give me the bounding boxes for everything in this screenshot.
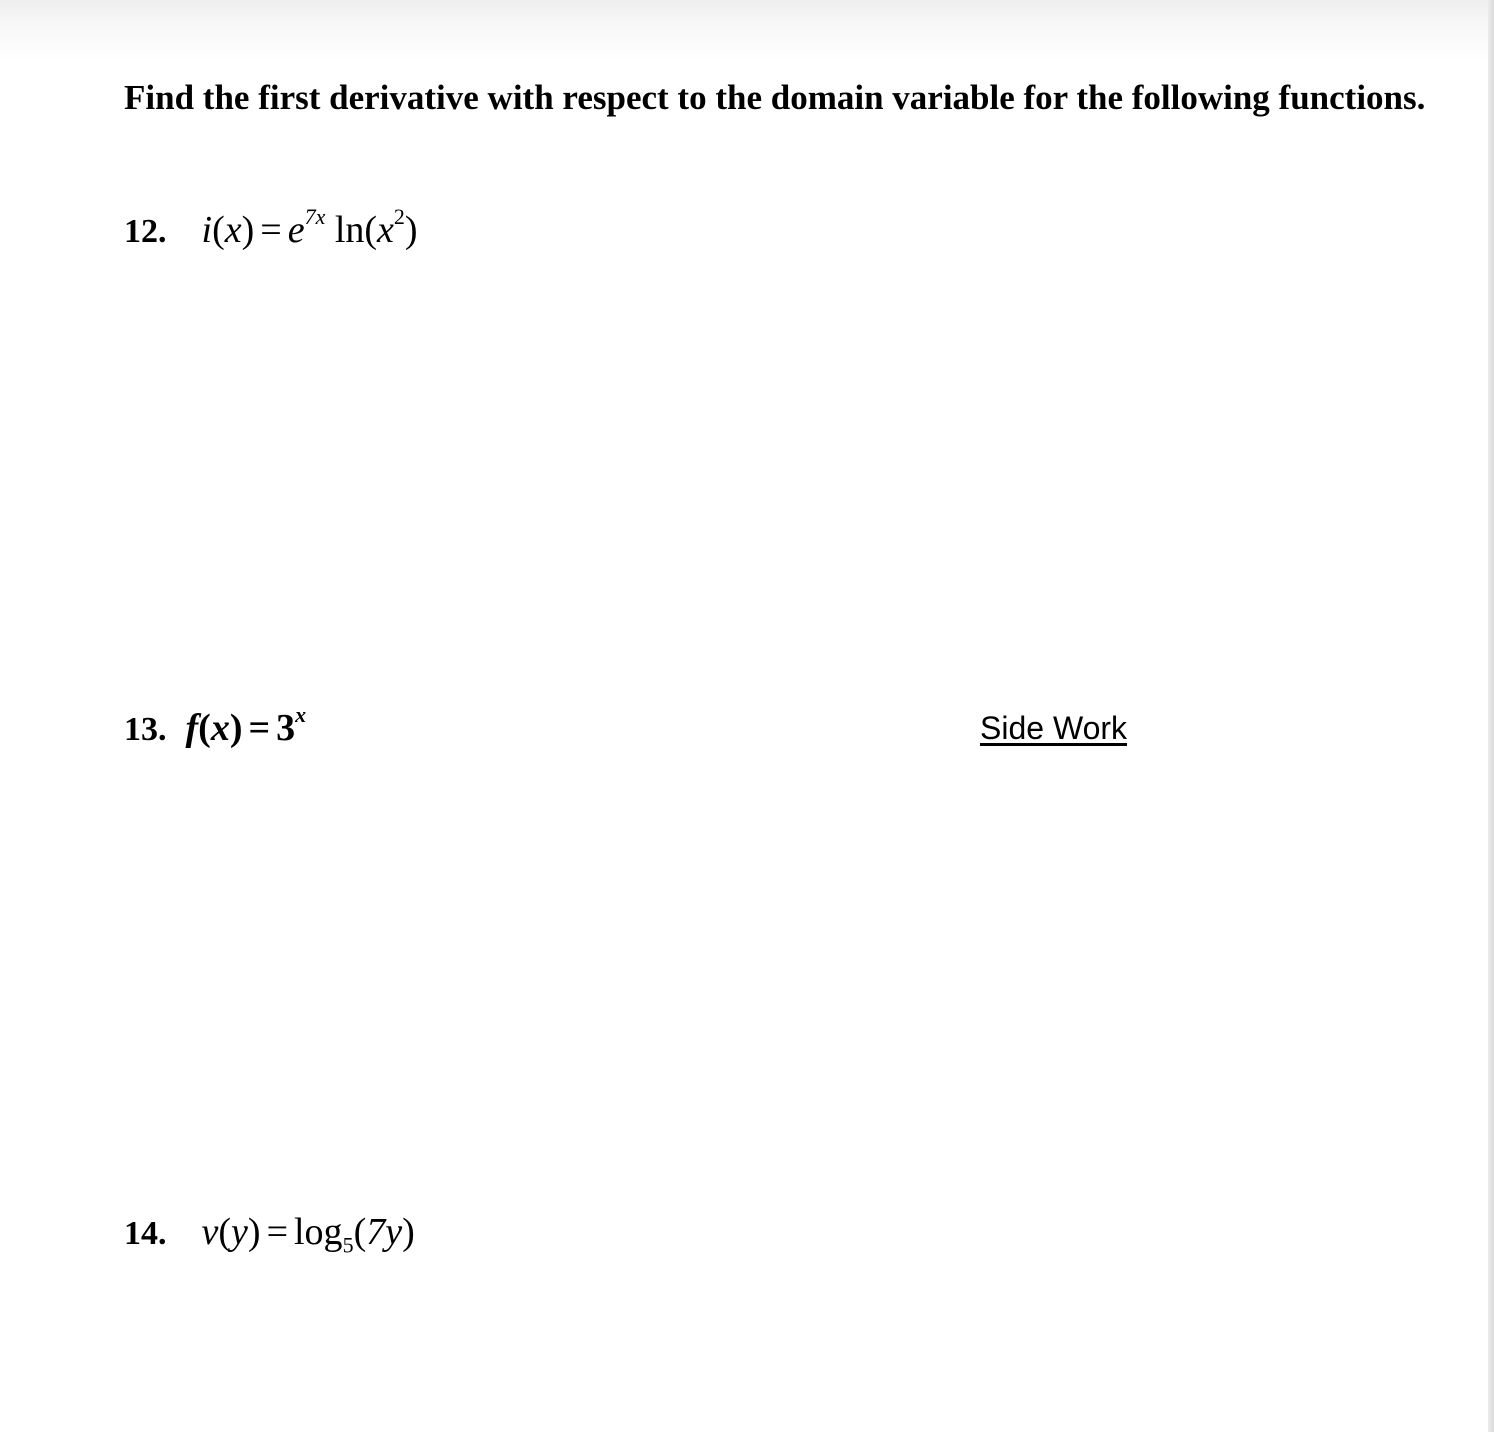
page-top-shadow (0, 0, 1494, 60)
log-function: ln (334, 209, 365, 251)
problem-12 (124, 204, 418, 252)
variable: y (231, 1211, 248, 1253)
exponential-base: 3 (276, 707, 296, 749)
argument-base: x (377, 209, 394, 251)
problem-12-equation: $i(x) = e^{7x}$ $\ln(x^2)$ (201, 204, 418, 251)
function-name: f (185, 707, 199, 749)
function-name: i (201, 209, 213, 251)
page-right-edge (1488, 0, 1494, 1432)
problem-number: 13. (124, 711, 167, 748)
variable: x (210, 707, 230, 749)
instructions: Find the first derivative with respect to the domain variable for the following functions. (124, 78, 1426, 117)
variable: x (224, 209, 242, 251)
problem-13-equation: $f(x) = 3^x$ (185, 702, 307, 749)
equals-sign: = (266, 1211, 288, 1253)
exponential-base: e (287, 209, 305, 251)
argument-exponent: 2 (393, 204, 405, 230)
side-work-label: Side Work (980, 710, 1128, 746)
exponent: 7x (304, 204, 326, 230)
log-base: 5 (342, 1232, 354, 1258)
argument: 7y (366, 1211, 403, 1253)
equals-sign: = (260, 209, 282, 251)
problem-13 (124, 702, 307, 750)
problem-14 (124, 1210, 415, 1259)
function-name: v (201, 1211, 219, 1253)
equals-sign: = (248, 707, 271, 749)
problem-14-equation: $v(y) = \log_5(7y)$ (201, 1211, 415, 1258)
problem-number: 14. (124, 1215, 167, 1252)
log-function: log (294, 1211, 343, 1253)
problem-number: 12. (124, 213, 167, 250)
exponent: x (295, 702, 307, 728)
